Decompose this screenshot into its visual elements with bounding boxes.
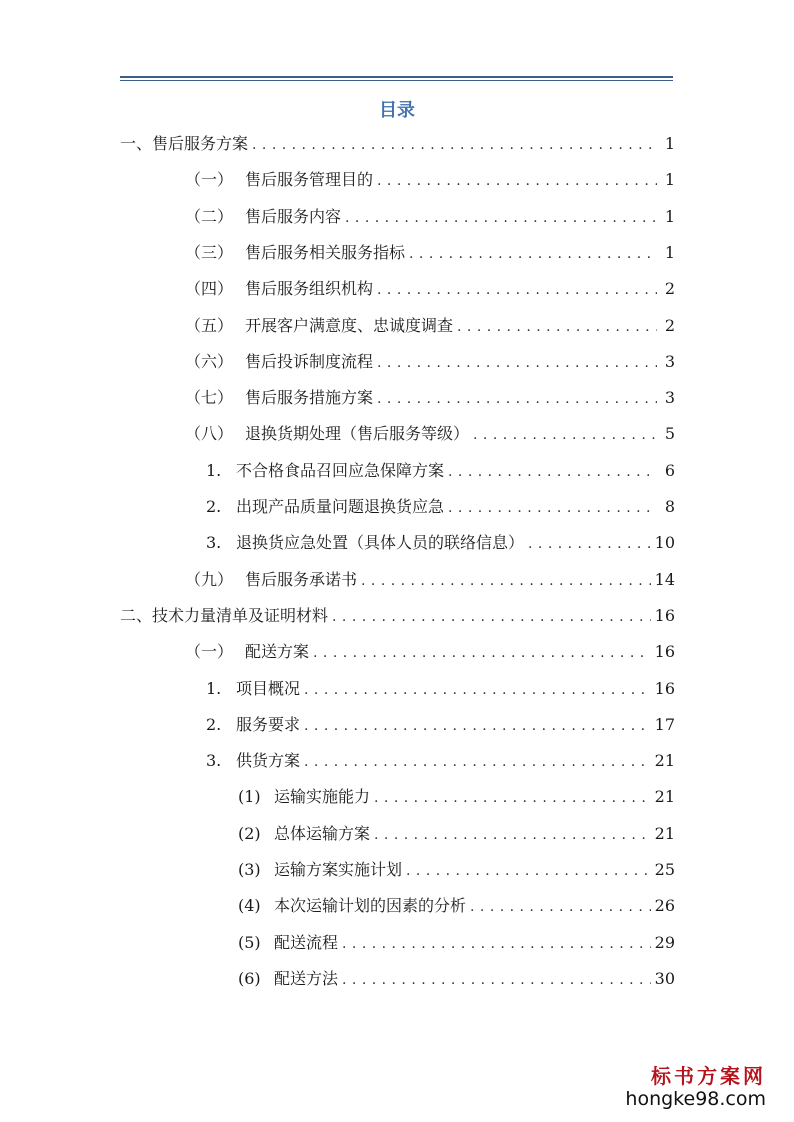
- toc-entry-level-2[interactable]: [185, 162, 675, 198]
- toc-entry-number: 一、: [120, 134, 153, 153]
- toc-dot-leader: [470, 888, 651, 925]
- toc-entry-title: 供货方案: [236, 751, 301, 771]
- toc-page-number: 5: [664, 424, 675, 444]
- toc-entry-number: （九）: [185, 569, 234, 589]
- toc-entry-title: 配送流程: [274, 932, 339, 952]
- toc-entry-title: 开展客户满意度、忠诚度调查: [245, 315, 454, 335]
- toc-entry-title: 售后服务组织机构: [245, 279, 374, 299]
- toc-dot-leader: [342, 925, 651, 962]
- toc-entry-number: （一）: [185, 170, 234, 190]
- toc-entry-number: (5): [238, 932, 261, 952]
- toc-entry-level-2[interactable]: [185, 562, 675, 598]
- toc-entry-level-2[interactable]: [185, 199, 675, 235]
- toc-entry-title: 售后服务措施方案: [245, 388, 374, 408]
- header-rule-thick: [120, 76, 673, 78]
- toc-entry-title: 运输方案实施计划: [274, 860, 403, 879]
- toc-entry-number: 3.: [206, 533, 222, 553]
- toc-entry-level-2[interactable]: [185, 308, 675, 344]
- toc-dot-leader: [313, 634, 651, 671]
- toc-entry-title: 运输实施能力: [274, 787, 371, 807]
- toc-entry-level-2[interactable]: [185, 634, 675, 670]
- toc-entry-title: 出现产品质量问题退换货应急: [236, 497, 445, 516]
- toc-page-number: 1: [664, 242, 675, 262]
- toc-dot-leader: [409, 235, 657, 272]
- toc-dot-leader: [304, 743, 651, 780]
- toc-dot-leader: [377, 380, 657, 417]
- toc-entry-title: 配送方案: [245, 642, 310, 662]
- toc-entry-title: 售后服务承诺书: [245, 569, 358, 589]
- toc-page-number: 21: [654, 751, 675, 771]
- toc-entry-title: 退换货期处理（售后服务等级）: [245, 424, 470, 444]
- toc-entry-number: （四）: [185, 279, 234, 299]
- toc-dot-leader: [528, 525, 651, 562]
- toc-dot-leader: [457, 308, 657, 345]
- toc-dot-leader: [377, 344, 657, 381]
- toc-entry-level-4[interactable]: [238, 888, 675, 924]
- toc-entry-number: 二、: [120, 605, 153, 625]
- toc-entry-level-4[interactable]: [238, 779, 675, 815]
- toc-dot-leader: [304, 671, 651, 708]
- toc-entry-title: 不合格食品召回应急保障方案: [236, 460, 445, 480]
- toc-entry-number: （五）: [185, 315, 234, 335]
- toc-page-number: 1: [664, 134, 675, 153]
- toc-entry-title: 项目概况: [236, 678, 301, 698]
- toc-entry-level-4[interactable]: [238, 925, 675, 961]
- toc-entry-number: (4): [238, 896, 261, 916]
- toc-entry-number: 2.: [206, 497, 222, 516]
- toc-dot-leader: [377, 162, 657, 199]
- toc-page-number: 25: [654, 860, 675, 879]
- toc-entry-level-4[interactable]: [238, 852, 675, 888]
- toc-entry-number: 1.: [206, 678, 222, 698]
- toc-dot-leader: [377, 271, 657, 308]
- toc-page-number: 17: [654, 714, 675, 734]
- toc-entry-number: （七）: [185, 388, 234, 408]
- toc-dot-leader: [374, 816, 651, 853]
- toc-page-number: 29: [654, 932, 675, 952]
- toc-entry-level-2[interactable]: [185, 344, 675, 380]
- toc-page-number: 16: [654, 678, 675, 698]
- toc-entry-title: 本次运输计划的因素的分析: [274, 896, 467, 916]
- toc-entry-number: 2.: [206, 714, 222, 734]
- toc-entry-level-3[interactable]: [206, 453, 675, 489]
- toc-entry-level-3[interactable]: [206, 525, 675, 561]
- toc-page-number: 16: [654, 642, 675, 662]
- toc-entry-level-4[interactable]: [238, 961, 675, 997]
- toc-entry-level-2[interactable]: [185, 416, 675, 452]
- toc-page-number: 10: [654, 533, 675, 553]
- toc-entry-title: 售后服务相关服务指标: [245, 242, 406, 262]
- toc-page-number: 14: [654, 569, 675, 589]
- toc-entry-number: （六）: [185, 351, 234, 371]
- toc-page-number: 30: [654, 968, 675, 988]
- toc-entry-title: 退换货应急处置（具体人员的联络信息）: [236, 533, 525, 553]
- toc-entry-number: (3): [238, 860, 261, 879]
- toc-entry-title: 售后服务内容: [245, 206, 342, 226]
- toc-entry-number: （八）: [185, 424, 234, 444]
- toc-entry-title: 售后服务方案: [152, 134, 249, 153]
- toc-dot-leader: [448, 489, 657, 526]
- toc-page-number: 6: [664, 460, 675, 480]
- toc-dot-leader: [345, 199, 657, 236]
- toc-dot-leader: [406, 852, 651, 889]
- toc-entry-level-3[interactable]: [206, 489, 675, 525]
- toc-entry-title: 技术力量清单及证明材料: [152, 605, 329, 625]
- toc-entry-title: 配送方法: [274, 968, 339, 988]
- toc-page-number: 26: [654, 896, 675, 916]
- toc-page-number: 21: [654, 787, 675, 807]
- toc-entry-number: (6): [238, 968, 261, 988]
- toc-entry-number: （二）: [185, 206, 234, 226]
- toc-dot-leader: [361, 562, 651, 599]
- toc-entry-number: (2): [238, 823, 261, 843]
- toc-dot-leader: [448, 453, 657, 490]
- toc-page-number: 21: [654, 823, 675, 843]
- toc-page-number: 16: [654, 605, 675, 625]
- toc-page-number: 3: [664, 388, 675, 408]
- toc-entry-level-1[interactable]: [120, 598, 675, 634]
- toc-page-number: 3: [664, 351, 675, 371]
- toc-dot-leader: [332, 598, 651, 635]
- toc-entry-level-1[interactable]: [120, 126, 675, 162]
- toc-title: 目录: [379, 100, 415, 121]
- toc-entry-title: 售后服务管理目的: [245, 170, 374, 190]
- toc-dot-leader: [473, 416, 657, 453]
- toc-page-number: 8: [664, 497, 675, 516]
- toc-entry-title: 总体运输方案: [274, 823, 371, 843]
- toc-entry-level-3[interactable]: [206, 743, 675, 779]
- toc-entry-number: 3.: [206, 751, 222, 771]
- toc-entry-number: 1.: [206, 460, 222, 480]
- toc-page-number: 2: [664, 315, 675, 335]
- toc-dot-leader: [252, 126, 657, 163]
- toc-dot-leader: [342, 961, 651, 998]
- toc-entry-number: （一）: [185, 642, 234, 662]
- watermark-brand: 标书方案网: [651, 1064, 766, 1088]
- toc-dot-leader: [304, 707, 651, 744]
- toc-entry-level-2[interactable]: [185, 380, 675, 416]
- toc-entry-level-2[interactable]: [185, 235, 675, 271]
- header-rule-thin: [120, 80, 673, 81]
- watermark-url: hongke98.com: [625, 1088, 766, 1110]
- toc-entry-level-3[interactable]: [206, 707, 675, 743]
- toc-page-number: 2: [664, 279, 675, 299]
- toc-entry-number: （三）: [185, 242, 234, 262]
- toc-page-number: 1: [664, 170, 675, 190]
- toc-entry-title: 售后投诉制度流程: [245, 351, 374, 371]
- site-watermark: [625, 1064, 766, 1110]
- toc-entry-level-3[interactable]: [206, 671, 675, 707]
- toc-entry-number: (1): [238, 787, 261, 807]
- toc-entry-title: 服务要求: [236, 714, 301, 734]
- toc-page-number: 1: [664, 206, 675, 226]
- toc-entry-level-4[interactable]: [238, 816, 675, 852]
- toc-entry-level-2[interactable]: [185, 271, 675, 307]
- toc-dot-leader: [374, 779, 651, 816]
